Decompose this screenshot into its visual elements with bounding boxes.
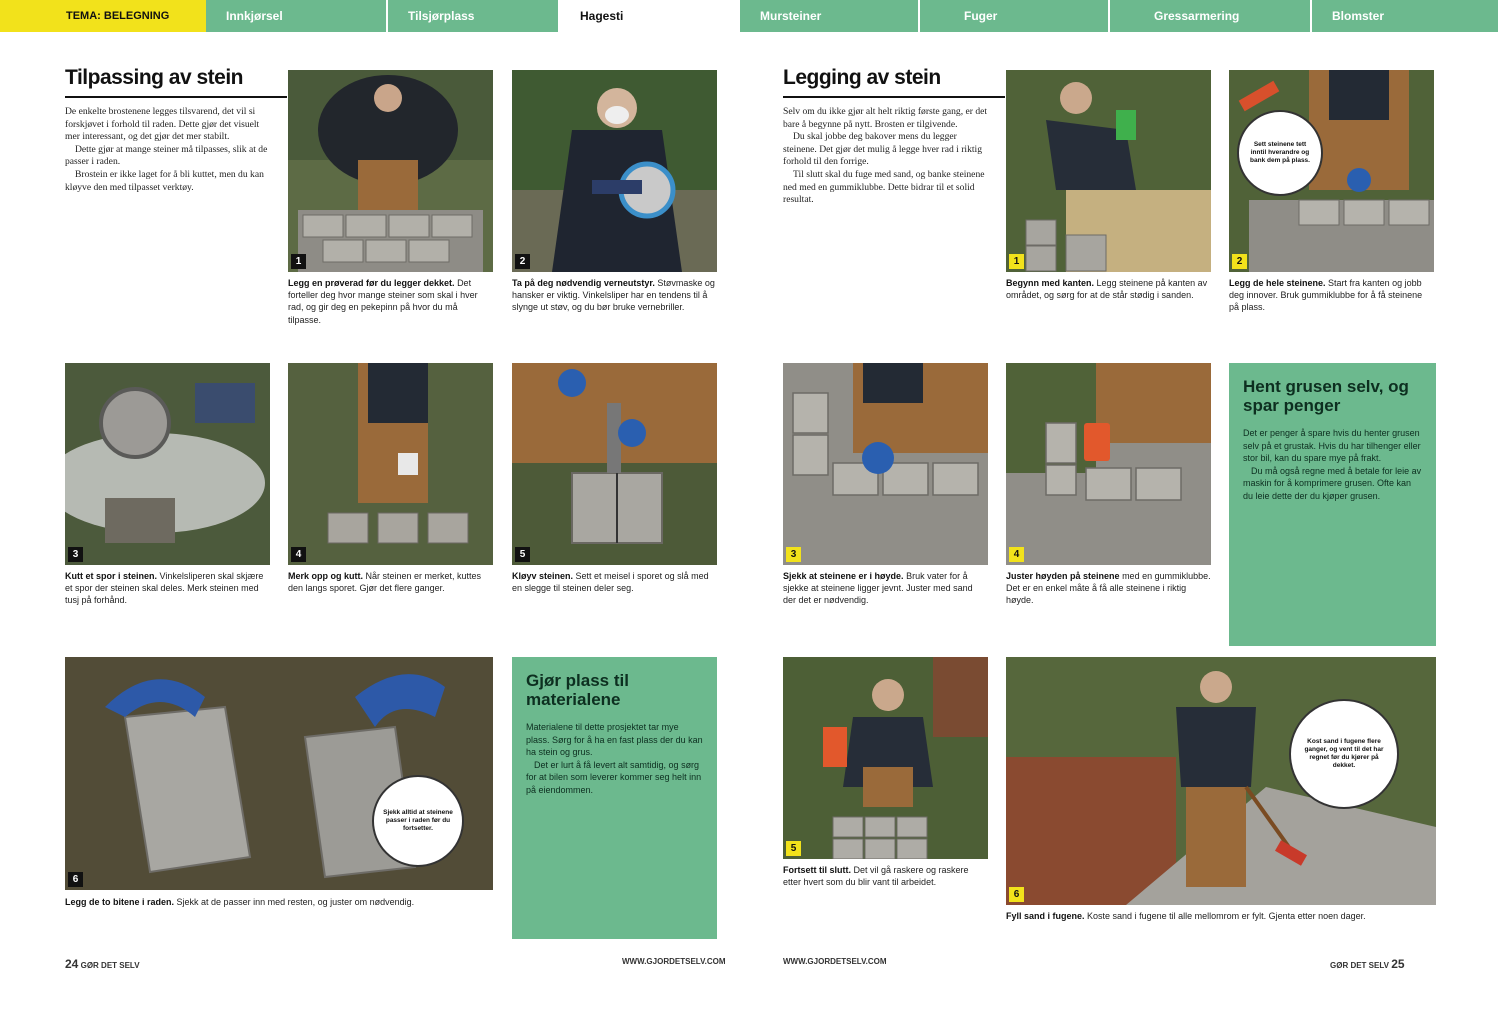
theme-label: TEMA: BELEGNING bbox=[0, 0, 206, 32]
photo-step-4 bbox=[288, 363, 493, 565]
photo-step-r1 bbox=[1006, 70, 1211, 272]
step-number: 1 bbox=[291, 254, 306, 269]
tab-innkjorsel[interactable]: Innkjørsel bbox=[206, 0, 388, 32]
right-page-title: Legging av stein bbox=[783, 66, 941, 89]
tab-fuger[interactable]: Fuger bbox=[920, 0, 1110, 32]
photo-step-6 bbox=[65, 657, 493, 890]
caption-step-4: Merk opp og kutt. Når steinen er merket, kuttes den langs sporet. Gjør det flere ganger. bbox=[288, 571, 482, 594]
photo-image bbox=[1006, 70, 1211, 272]
tab-blomster[interactable]: Blomster bbox=[1312, 0, 1500, 32]
step-number: 5 bbox=[515, 547, 530, 562]
photo-image bbox=[65, 363, 270, 565]
photo-step-5 bbox=[512, 363, 717, 565]
caption-step-5: Kløyv steinen. Sett et meisel i sporet og slå med en slegge til steinen deler seg. bbox=[512, 571, 709, 594]
caption-step-3: Kutt et spor i steinen. Vinkelsliperen skal skjære et spor der steinen skal deles. Merk steinen med tusj på forhånd. bbox=[65, 571, 264, 606]
left-footer bbox=[65, 957, 140, 971]
right-intro-text: Selv om du ikke gjør alt helt riktig første gang, er det bare å begynne på nytt. Brosten er tilgivende. Du skal jobbe deg bakover mens du legger steinene. Det gjør det mulig å legge hver rad i riktig forhold til den forrige. Til slutt skal du fuge med sand, og banke steinene ned med en gummiklubbe. Dette bidrar til et solid resultat. bbox=[783, 106, 988, 206]
photo-image bbox=[1006, 363, 1211, 565]
caption-step-r6: Fyll sand i fugene. Koste sand i fugene til alle mellomrom er fylt. Gjenta etter noen dager. bbox=[1006, 911, 1366, 921]
photo-step-r6 bbox=[1006, 657, 1436, 905]
tab-tilsjorplass[interactable]: Tilsjørplass bbox=[388, 0, 560, 32]
photo-step-r4 bbox=[1006, 363, 1211, 565]
title-rule bbox=[783, 96, 1005, 98]
caption-step-6: Legg de to bitene i raden. Sjekk at de passer inn med resten, og juster om nødvendig. bbox=[65, 897, 415, 907]
step-number: 5 bbox=[786, 841, 801, 856]
infobox-grus bbox=[1229, 363, 1436, 646]
photo-image bbox=[512, 363, 717, 565]
step-number: 2 bbox=[515, 254, 530, 269]
left-footer-url[interactable]: WWW.GJORDETSELV.COM bbox=[622, 957, 726, 966]
photo-image bbox=[512, 70, 717, 272]
photo-step-1 bbox=[288, 70, 493, 272]
caption-step-r4: Juster høyden på steinene med en gummiklubbe. Det er en enkel måte å få alle steinene i riktig høyde. bbox=[1006, 571, 1211, 606]
step-number: 6 bbox=[68, 872, 83, 887]
left-page-title: Tilpassing av stein bbox=[65, 66, 244, 89]
page-number-right: 25 bbox=[1391, 957, 1405, 971]
caption-step-r1: Begynn med kanten. Legg steinene på kanten av området, og sørg for at de står stødig i sanden. bbox=[1006, 278, 1208, 301]
photo-step-r5 bbox=[783, 657, 988, 859]
tab-gressarmering[interactable]: Gressarmering bbox=[1110, 0, 1312, 32]
top-navigation bbox=[0, 0, 1500, 32]
infobox-title: Hent grusen selv, og spar penger bbox=[1243, 377, 1409, 415]
photo-step-r3 bbox=[783, 363, 988, 565]
infobox-text: Materialene til dette prosjektet tar mye plass. Sørg for å ha en fast plass der du kan ha stein og grus. Det er lurt å få levert alt samtidig, og sørg for at bilen som leverer kommer seg helt inn på eiendommen. bbox=[526, 722, 703, 795]
photo-image bbox=[288, 363, 493, 565]
caption-step-1: Legg en prøverad før du legger dekket. Det forteller deg hvor mange steiner som skal i hver rad, og gir deg en pekepinn på hvor du må tilpasse. bbox=[288, 278, 478, 325]
caption-step-r2: Legg de hele steinene. Start fra kanten og jobb deg innover. Bruk gummiklubbe for å få steinene på plass. bbox=[1229, 278, 1423, 313]
right-footer-url[interactable]: WWW.GJORDETSELV.COM bbox=[783, 957, 887, 966]
photo-step-r2 bbox=[1229, 70, 1434, 272]
magazine-name-left: GØR DET SELV bbox=[80, 961, 140, 970]
step-number: 3 bbox=[68, 547, 83, 562]
photo-step-3 bbox=[65, 363, 270, 565]
caption-step-2: Ta på deg nødvendig verneutstyr. Støvmaske og hansker er viktig. Vinkelsliper har en tendens til å slynge ut støv, og du bør bruke vernebriller. bbox=[512, 278, 715, 313]
step-number: 1 bbox=[1009, 254, 1024, 269]
step-number: 4 bbox=[291, 547, 306, 562]
magazine-name-right: GØR DET SELV bbox=[1330, 961, 1389, 970]
tip-bubble-r6: Kost sand i fugene flere ganger, og vent til det har regnet før du kjører på dekket. bbox=[1289, 699, 1399, 809]
photo-image bbox=[783, 363, 988, 565]
caption-step-r5: Fortsett til slutt. Det vil gå raskere og raskere etter hvert som du blir vant til arbeidet. bbox=[783, 865, 969, 888]
right-footer bbox=[1330, 957, 1405, 971]
step-number: 4 bbox=[1009, 547, 1024, 562]
page-number-left: 24 bbox=[65, 957, 79, 971]
tab-hagesti[interactable]: Hagesti bbox=[560, 0, 740, 32]
photo-image bbox=[288, 70, 493, 272]
step-number: 6 bbox=[1009, 887, 1024, 902]
left-intro-text: De enkelte brostenene legges tilsvarend, det vil si forskjøvet i forhold til raden. Dette gjør det visuelt mer interessant, og det gjør det mer stabilt. Dette gjør at mange steiner må tilpasses, slik at de passer i raden. Brostein er ikke laget for å bli kuttet, men du kan kløyve den med tilpasset verktøy. bbox=[65, 106, 268, 193]
tip-bubble-r2: Sett steinene tett inntil hverandre og bank dem på plass. bbox=[1237, 110, 1323, 196]
photo-image bbox=[783, 657, 988, 859]
step-number: 3 bbox=[786, 547, 801, 562]
infobox-title: Gjør plass til materialene bbox=[526, 671, 629, 709]
tab-mursteiner[interactable]: Mursteiner bbox=[740, 0, 920, 32]
infobox-text: Det er penger å spare hvis du henter grusen selv på et grustak. Hvis du har tilhenger eller stor bil, kan du spare mye på frakt. Du må også regne med å betale for leie av maskin for å komprimere grusen. Ofte kan du leie dette der du kjøper grusen. bbox=[1243, 428, 1422, 501]
title-rule bbox=[65, 96, 287, 98]
infobox-materialer bbox=[512, 657, 717, 939]
photo-step-2 bbox=[512, 70, 717, 272]
tip-bubble-6: Sjekk alltid at steinene passer i raden før du fortsetter. bbox=[372, 775, 464, 867]
step-number: 2 bbox=[1232, 254, 1247, 269]
caption-step-r3: Sjekk at steinene er i høyde. Bruk vater for å sjekke at steinene ligger jevnt. Juster med sand der det er nødvendig. bbox=[783, 571, 973, 606]
